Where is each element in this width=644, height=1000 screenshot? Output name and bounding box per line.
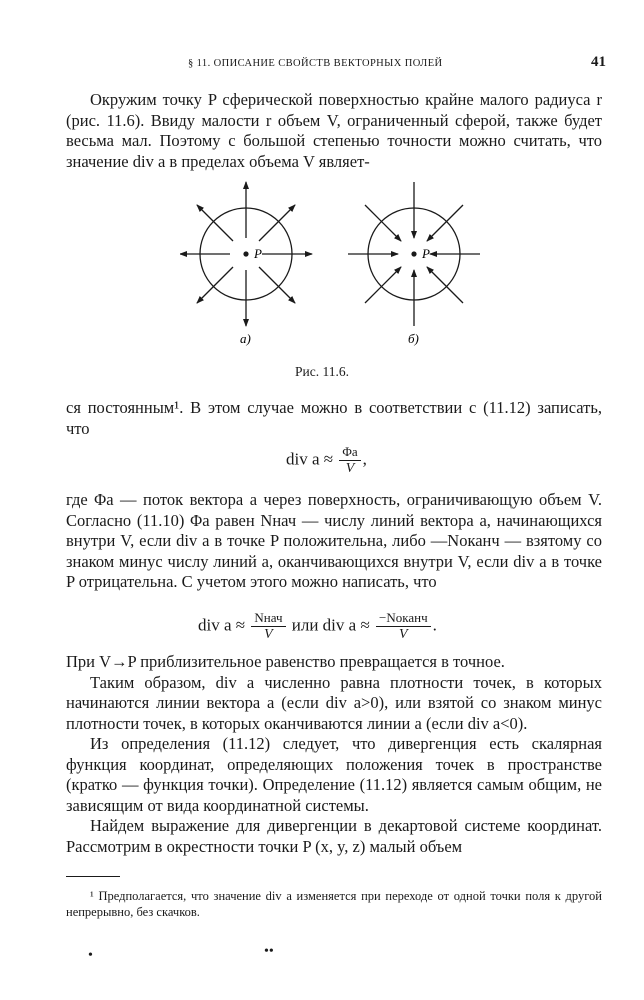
running-title: § 11. ОПИСАНИЕ СВОЙСТВ ВЕКТОРНЫХ ПОЛЕЙ [188, 58, 443, 69]
formula2-middle: или div a ≈ [291, 615, 370, 635]
scan-dot: • [88, 948, 93, 963]
sub-label-b: б) [408, 331, 419, 346]
formula2-denominator-1: V [264, 627, 273, 642]
paragraph-5-text: Таким образом, div a численно равна плотности точек, в которых начинаются линии вектора a (если div a>0), или взятой со знаком минус плотности точек, в которых оканчиваются линии a (если div a<0). [66, 672, 602, 733]
paragraph-7-text: Найдем выражение для дивергенции в декартовой системе координат. Рассмотрим в окрестности точки P (x, y, z) малый объем [66, 816, 602, 856]
diagram-b-convergent [348, 182, 480, 346]
paragraph-1 [66, 90, 602, 172]
page-header [0, 52, 644, 76]
formula2-denominator-2: V [399, 627, 408, 642]
formula1-numerator: Φa [339, 444, 360, 461]
point-label-b: P [422, 246, 430, 261]
sub-label-a: а) [240, 331, 251, 346]
figure-11-6 [180, 176, 480, 351]
footnote-divider [66, 876, 120, 877]
formula2-numerator-2: −Nоканч [376, 610, 431, 627]
diagram-a-divergent [180, 182, 312, 346]
formula1-fraction [339, 444, 360, 477]
paragraph-2-text: ся постоянным¹. В этом случае можно в соответствии с (11.12) записать, что [66, 398, 602, 438]
formula1-tail: , [362, 449, 367, 469]
footnote [66, 888, 602, 920]
formula-div-flux [286, 444, 367, 477]
formula2-tail: . [432, 615, 437, 635]
formula2-numerator-1: Nнач [251, 610, 285, 627]
point-label-a: P [254, 246, 262, 261]
footnote-text: ¹ Предполагается, что значение div a изменяется при переходе от одной точки поля к другой непрерывно, без скачков. [66, 889, 602, 919]
point-b [411, 251, 416, 256]
formula2-lhs1: div a ≈ [198, 615, 246, 635]
formula-div-lines [198, 610, 437, 643]
paragraph-1-text: Окружим точку P сферической поверхностью крайне малого радиуса r (рис. 11.6). Ввиду малости r объем V, ограниченный сферой, также будет весьма мал. Поэтому с большой степенью точности можно считать, что значение div a в пределах объема V являет- [66, 90, 602, 171]
paragraph-6-text: Из определения (11.12) следует, что дивергенция есть скалярная функция координат, определяющих положения точек в пространстве (кратко — функция точки). Определение (11.12) является самым общим, не зависящим от вида координатной системы. [66, 734, 602, 815]
page-number: 41 [591, 54, 606, 70]
paragraph-2 [66, 398, 602, 439]
formula2-fraction-1 [251, 610, 285, 643]
formula2-fraction-2 [376, 610, 431, 643]
formula1-denominator: V [345, 461, 355, 476]
paragraph-3-text: где Φa — поток вектора a через поверхность, ограничивающую объем V. Согласно (11.10) Φa равен Nнач — числу линий вектора a, начинающихся внутри V, если div a в точке P положительна, либо —Nоканч — взятому со знаком минус числу линий a, оканчивающихся внутри V, если div a в точке P отрицательна. С учетом этого можно написать, что [66, 490, 602, 591]
paragraph-3 [66, 490, 602, 593]
figure-caption: Рис. 11.6. [295, 364, 349, 379]
scan-dots: •• [264, 944, 274, 959]
formula1-lhs: div a ≈ [286, 449, 334, 469]
point-a [243, 251, 248, 256]
paragraphs-4-7 [66, 652, 602, 857]
paragraph-4-text: При V→P приблизительное равенство превращается в точное. [66, 652, 505, 671]
